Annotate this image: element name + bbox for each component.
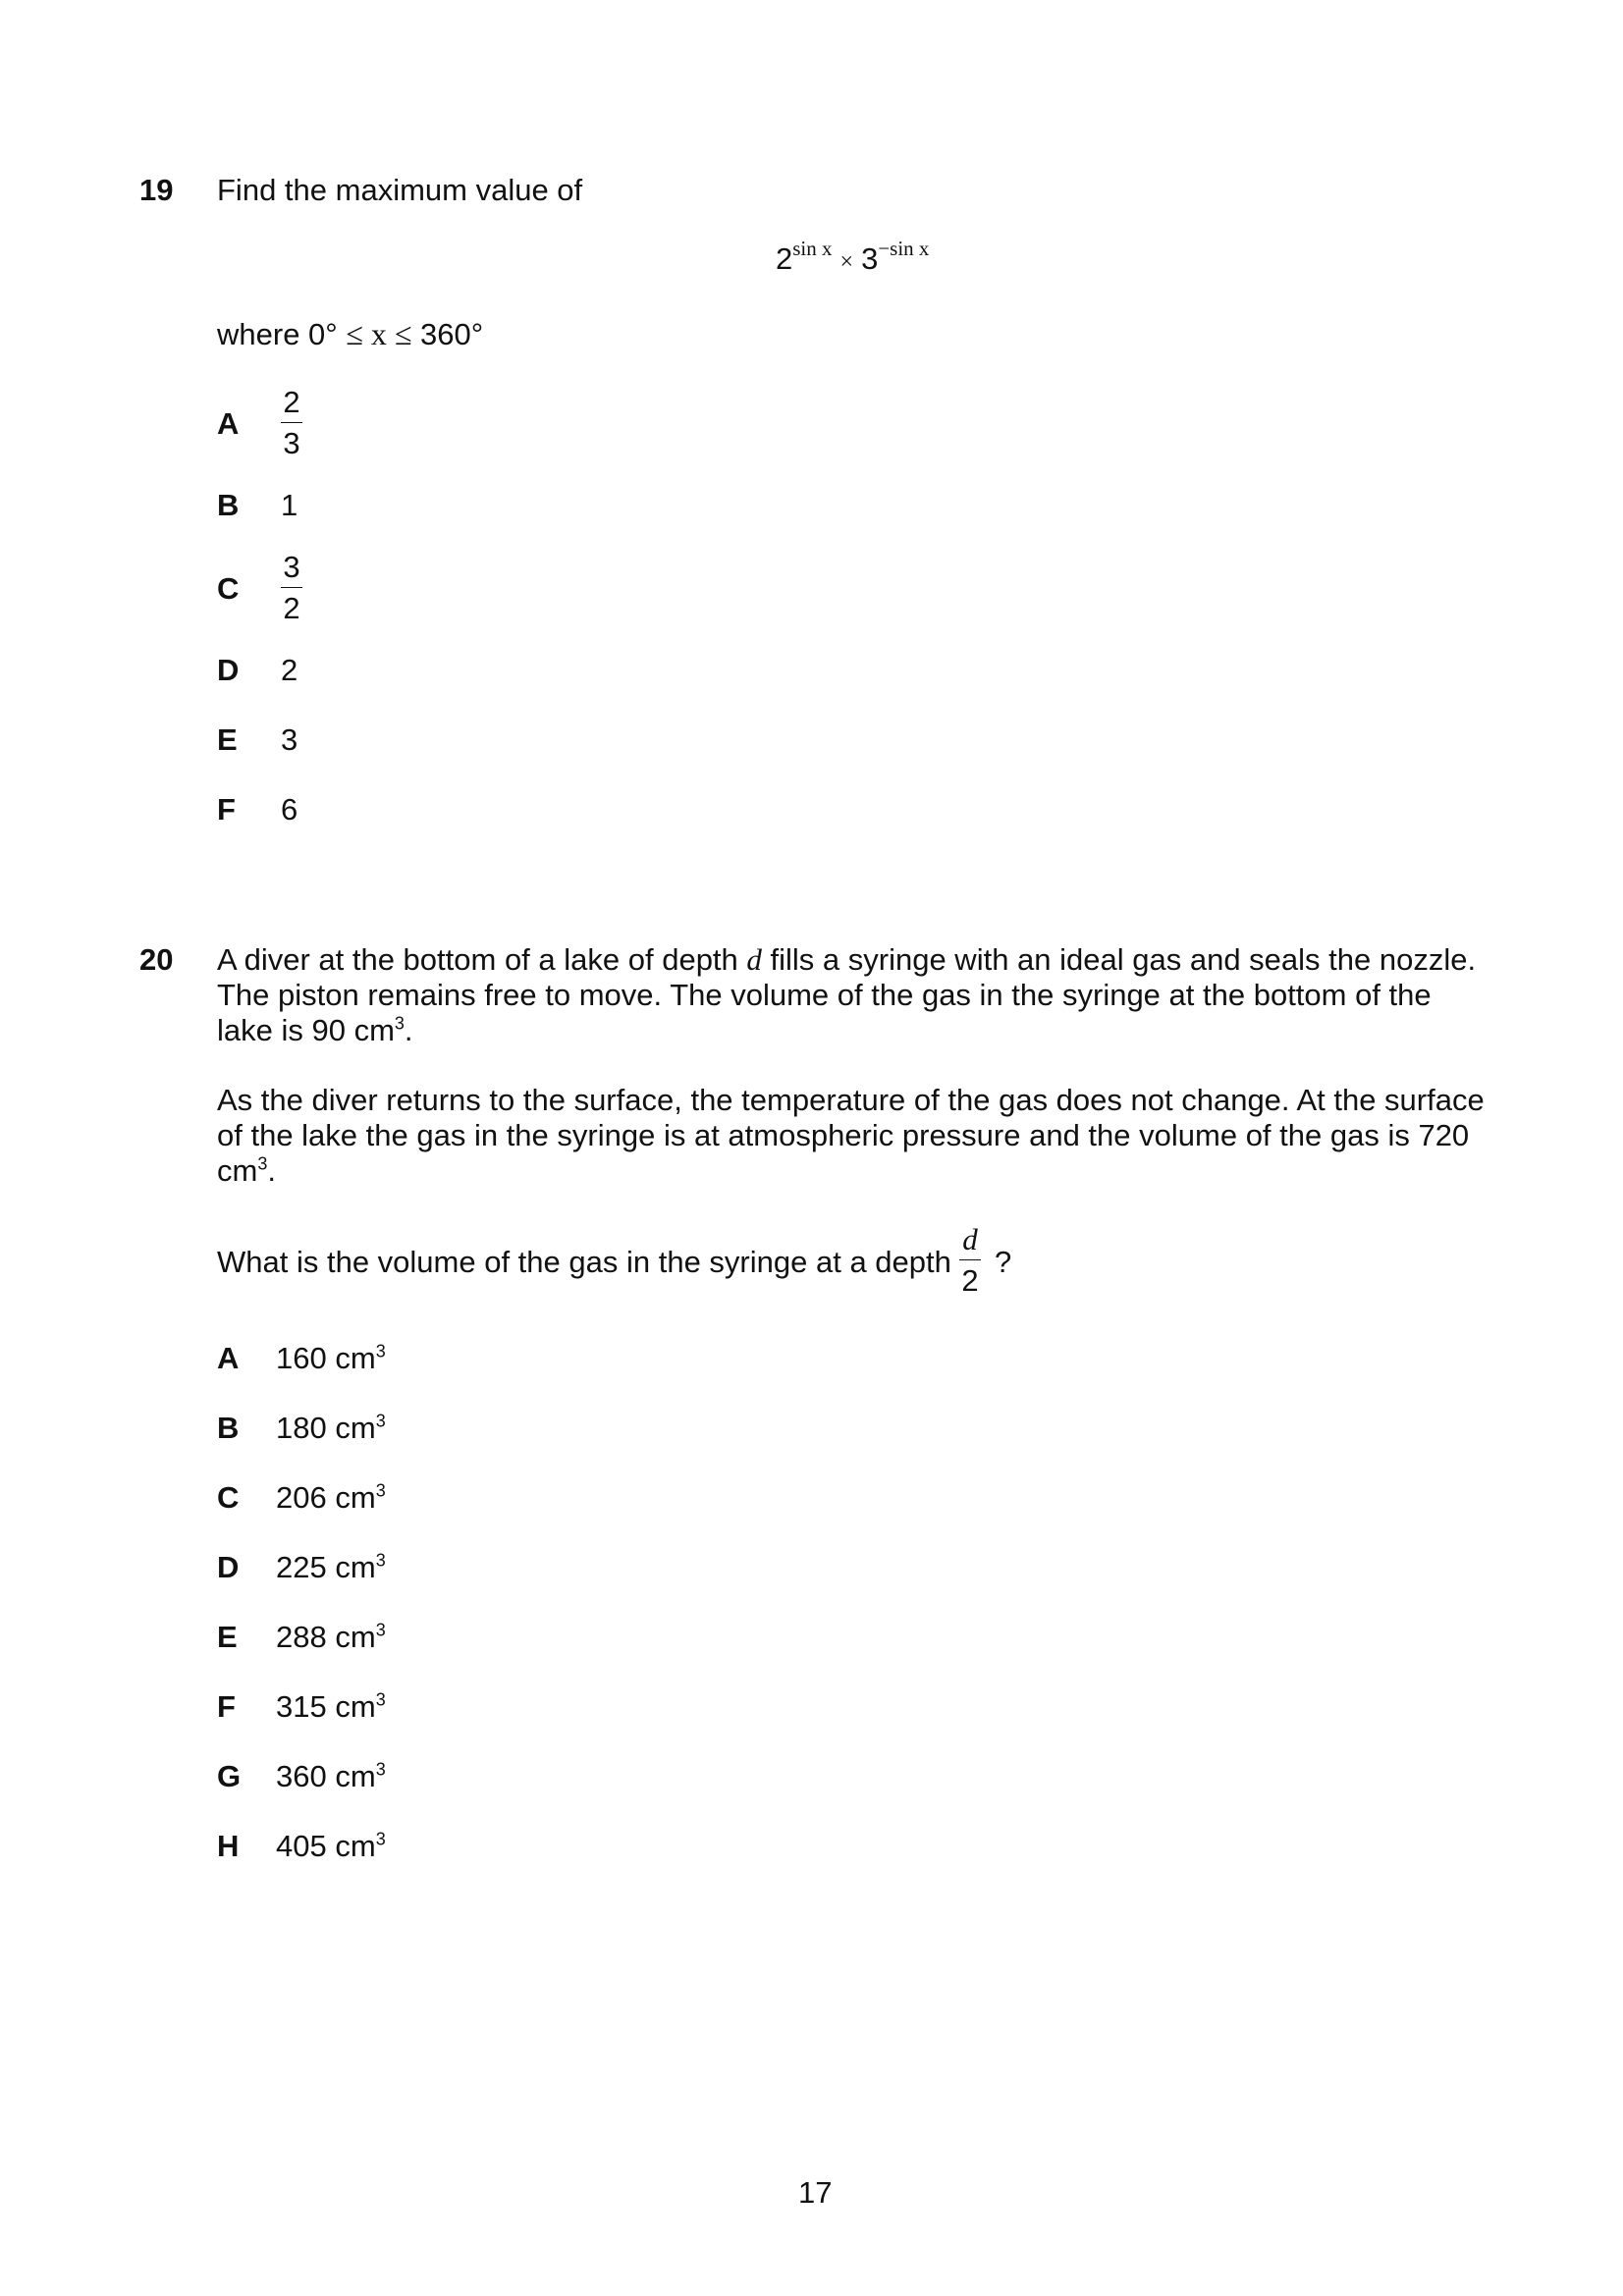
option-value: [276, 1480, 386, 1516]
fraction-denominator: 3: [283, 426, 300, 460]
option-value: 2: [281, 653, 298, 687]
condition-text: [217, 316, 483, 352]
expr-exponent-2: −sin x: [878, 237, 930, 260]
option-letter: A: [217, 1341, 240, 1375]
option-letter: B: [217, 488, 240, 522]
option-number: 160: [276, 1341, 327, 1375]
option-number: 405: [276, 1829, 327, 1863]
fraction-denominator: 2: [283, 591, 300, 625]
fraction-numerator: 2: [283, 385, 300, 419]
fraction-numerator: 3: [283, 550, 300, 584]
superscript: 3: [257, 1153, 268, 1174]
question-paragraph-1: [217, 942, 1493, 1048]
option-unit: cm: [335, 1689, 376, 1724]
option-number: 288: [276, 1620, 327, 1654]
para1-text-b: fills a syringe with an ideal gas and seals the nozzle. The piston remains free to move. The volume of the gas in the syringe at the bottom of the lake is 90 cm: [217, 942, 1477, 1047]
expr-base-2: 3: [861, 241, 879, 276]
superscript: 3: [375, 1689, 386, 1710]
expr-times: ×: [839, 249, 854, 275]
fraction-bar: [959, 1259, 981, 1260]
expr-base-1: 2: [776, 241, 793, 276]
fraction-bar: [281, 422, 302, 423]
option-value: [276, 1829, 386, 1864]
question-mark: ?: [995, 1245, 1012, 1279]
option-unit: cm: [335, 1759, 376, 1793]
question-prompt: Find the maximum value of: [217, 173, 583, 207]
option-letter: F: [217, 1689, 236, 1724]
option-letter: D: [217, 1550, 240, 1584]
fraction-denominator: 2: [961, 1263, 979, 1298]
para2-end: .: [267, 1153, 276, 1188]
option-letter: B: [217, 1411, 240, 1445]
option-unit: cm: [335, 1550, 376, 1584]
option-value: [276, 1341, 386, 1376]
option-value: [276, 1620, 386, 1655]
option-letter: C: [217, 1480, 240, 1515]
fraction-bar: [281, 587, 302, 588]
superscript: 3: [375, 1620, 386, 1640]
para1-text-a: A diver at the bottom of a lake of depth: [217, 942, 747, 977]
option-letter: H: [217, 1829, 240, 1863]
option-number: 360: [276, 1759, 327, 1793]
superscript: 3: [375, 1759, 386, 1780]
option-letter: D: [217, 653, 240, 687]
superscript: 3: [375, 1829, 386, 1849]
superscript: 3: [375, 1480, 386, 1501]
superscript: 3: [375, 1341, 386, 1362]
condition-post: 360°: [411, 317, 484, 351]
option-value: [276, 1759, 386, 1794]
option-number: 206: [276, 1480, 327, 1515]
option-unit: cm: [335, 1411, 376, 1445]
superscript: 3: [375, 1411, 386, 1431]
para1-end: .: [404, 1013, 413, 1047]
superscript: 3: [394, 1013, 405, 1034]
option-number: 315: [276, 1689, 327, 1724]
option-value: [276, 1689, 386, 1725]
condition-pre: where 0°: [217, 317, 347, 351]
superscript: 3: [375, 1550, 386, 1571]
option-unit: cm: [335, 1341, 376, 1375]
question-paragraph-2: [217, 1083, 1493, 1189]
option-unit: cm: [335, 1620, 376, 1654]
option-letter: E: [217, 722, 238, 757]
para2-text: As the diver returns to the surface, the temperature of the gas does not change. At the surface of the lake the gas in the syringe is at atmospheric pressure and the volume of the gas is 720 cm: [217, 1083, 1485, 1188]
option-fraction: [278, 551, 305, 625]
question-stem: What is the volume of the gas in the syringe at a depth: [217, 1245, 951, 1279]
option-value: 6: [281, 792, 298, 827]
option-number: 180: [276, 1411, 327, 1445]
option-number: 225: [276, 1550, 327, 1584]
option-letter: G: [217, 1759, 242, 1793]
depth-variable: d: [746, 942, 762, 977]
option-unit: cm: [335, 1829, 376, 1863]
page-number: 17: [798, 2175, 833, 2210]
option-value: [276, 1411, 386, 1446]
option-letter: A: [217, 406, 240, 441]
question-number: 20: [139, 942, 174, 977]
fraction-numerator: d: [962, 1222, 978, 1256]
math-expression: [776, 237, 930, 277]
option-unit: cm: [335, 1480, 376, 1515]
option-letter: F: [217, 792, 236, 827]
depth-half-fraction: [956, 1223, 984, 1298]
option-value: [276, 1550, 386, 1585]
option-fraction: [278, 386, 305, 460]
question-number: 19: [139, 173, 174, 207]
option-value: 1: [281, 488, 298, 522]
expr-exponent-1: sin x: [792, 237, 833, 260]
option-value: 3: [281, 722, 298, 757]
option-letter: E: [217, 1620, 238, 1654]
condition-inequality: ≤ x ≤: [346, 316, 412, 351]
option-letter: C: [217, 571, 240, 606]
